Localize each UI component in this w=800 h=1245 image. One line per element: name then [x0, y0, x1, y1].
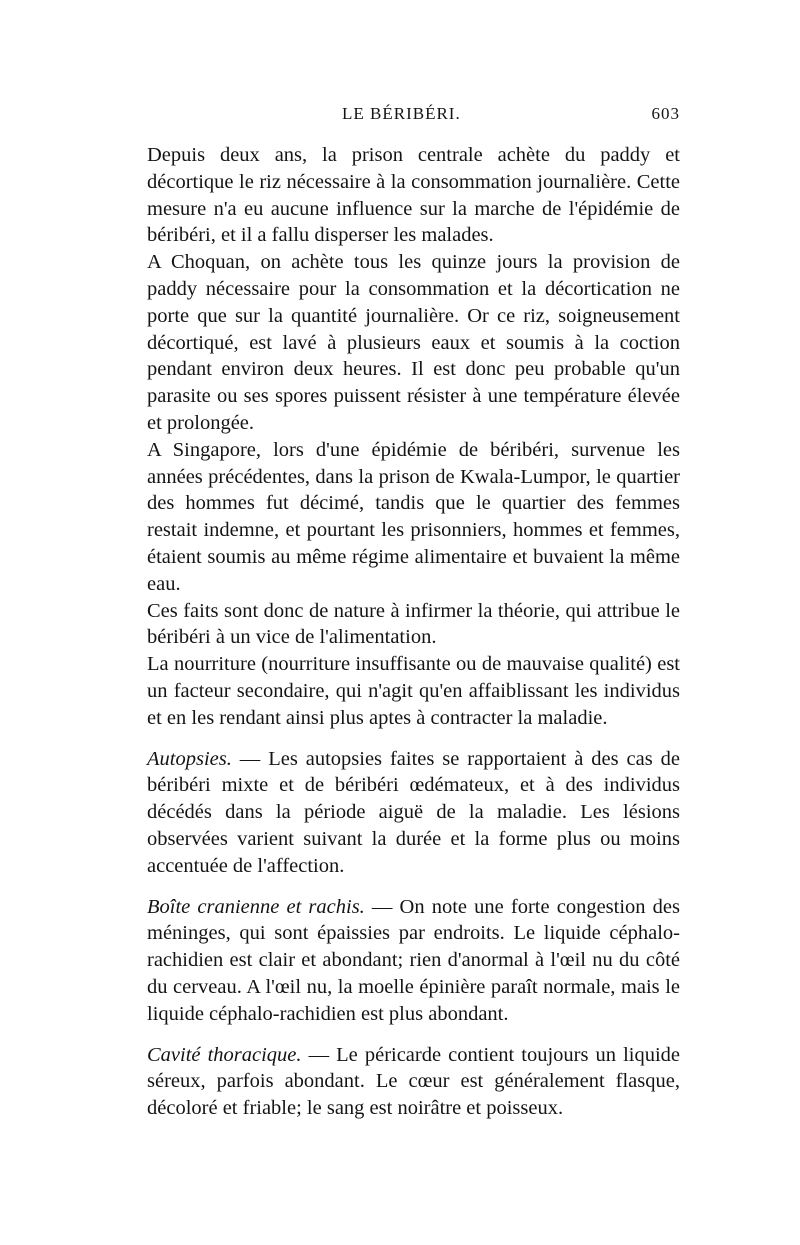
section-heading: Autopsies.	[147, 747, 232, 770]
paragraph: A Singapore, lors d'une épidémie de béribéri, survenue les années précédentes, dans la prison de Kwala-Lumpor, le quartier des hommes fut décimé, tandis que le quartier des femmes restait indemne, et pourtant les prisonniers, hommes et femmes, étaient soumis au même régime alimentaire et buvaient la même eau.	[147, 438, 680, 595]
section-heading: Cavité thoracique.	[147, 1043, 302, 1066]
running-head	[147, 104, 680, 128]
section-cavite-thoracique	[147, 1042, 680, 1122]
running-title: LE BÉRIBÉRI.	[342, 104, 461, 123]
paragraph: Ces faits sont donc de nature à infirmer la théorie, qui attribue le béribéri à un vice de l'alimentation.	[147, 599, 680, 649]
page-number: 603	[651, 104, 680, 123]
section-autopsies	[147, 746, 680, 880]
paragraph: Depuis deux ans, la prison centrale achète du paddy et décortique le riz nécessaire à la consommation journalière. Cette mesure n'a eu aucune influence sur la marche de l'épidémie de béribéri, et il a fallu disperser les malades.	[147, 144, 680, 247]
paragraph: A Choquan, on achète tous les quinze jours la provision de paddy nécessaire pour la consommation et la décortication ne porte que sur la quantité journalière. Or ce riz, soigneusement décortiqué, est lavé à plusieurs eaux et soumis à la coction pendant environ deux heures. Il est donc peu probable qu'un parasite ou ses spores puissent résister à une température élevée et prolongée.	[147, 251, 680, 434]
body-text	[147, 142, 680, 1122]
section-heading: Boîte cranienne et rachis.	[147, 895, 365, 918]
section-boite-cranienne	[147, 894, 680, 1028]
section-text: — On note une forte congestion des méninges, qui sont épaissies par endroits. Le liquide céphalo-rachidien est clair et abondant; rien d'anormal à l'œil nu du côté du cerveau. A l'œil nu, la moelle épinière paraît normale, mais le liquide céphalo-rachidien est plus abondant.	[147, 895, 680, 1025]
paragraph: La nourriture (nourriture insuffisante ou de mauvaise qualité) est un facteur secondaire, qui n'agit qu'en affaiblissant les individus et en les rendant ainsi plus aptes à contracter la maladie.	[147, 653, 680, 729]
section-text: — Les autopsies faites se rapportaient à des cas de béribéri mixte et de béribéri œdémateux, et à des individus décédés dans la période aiguë de la maladie. Les lésions observées varient suivant la durée et la forme plus ou moins accentuée de l'affection.	[147, 747, 680, 877]
section-text: — Le péricarde contient toujours un liquide séreux, parfois abondant. Le cœur est généralement flasque, décoloré et friable; le sang est noirâtre et poisseux.	[147, 1043, 680, 1120]
